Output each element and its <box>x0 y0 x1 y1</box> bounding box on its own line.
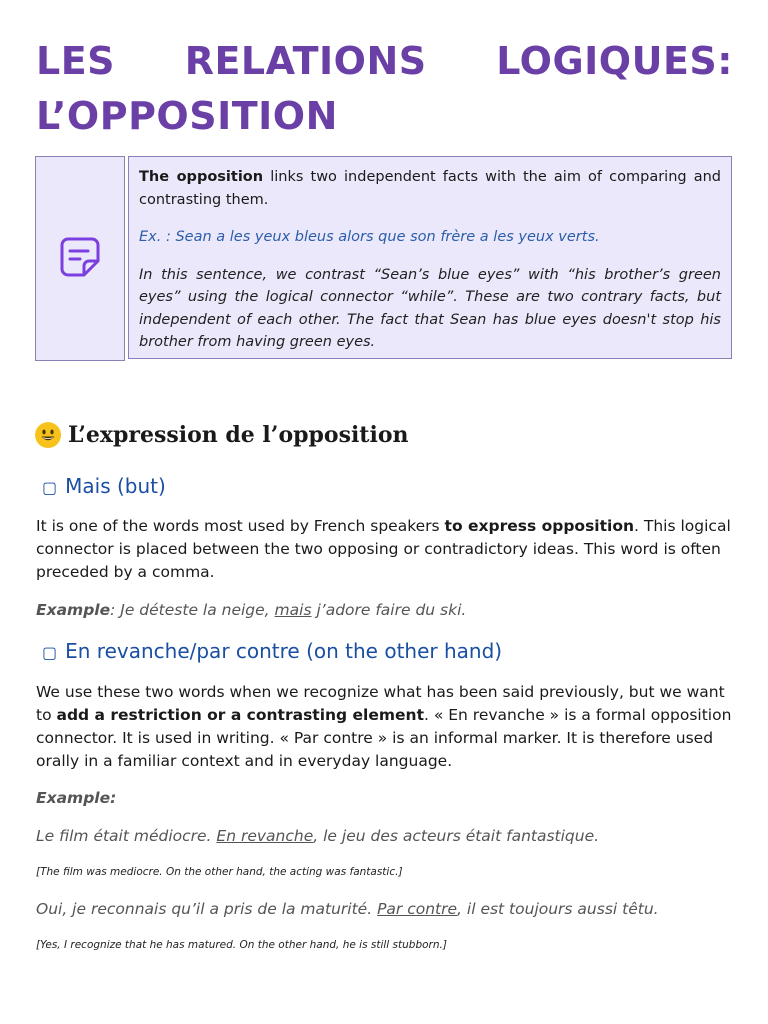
example-label: Example: <box>36 789 117 807</box>
example-underlined: En revanche <box>216 827 314 845</box>
mais-text-b: . This logical connector is placed between the two opposing or contradictory ideas. This word is often preceded by a comma. <box>36 517 731 581</box>
title-line-1 <box>36 34 733 89</box>
title-word: RELATIONS <box>184 39 427 83</box>
revanche-text-a: We use these two words when we recognize what has been said previously, but we want to <box>36 683 725 724</box>
section-heading-text: L’expression de l’opposition <box>68 422 409 448</box>
definition-term: The opposition <box>139 169 264 185</box>
page-title <box>36 34 733 144</box>
revanche-example-2-translation: [Yes, I recognize that he has matured. On the other hand, he is still stubborn.] <box>36 939 447 951</box>
mais-text-bold: to express opposition <box>444 517 635 535</box>
title-word: LES <box>36 39 116 83</box>
checkbox-icon: ▢ <box>42 478 58 497</box>
example-label: Example <box>36 601 111 619</box>
mais-heading-text: Mais (but) <box>65 474 166 498</box>
sticky-note-icon <box>58 235 102 283</box>
example-underlined: Par contre <box>377 900 458 918</box>
definition-callout <box>35 156 732 361</box>
example-text-b: , il est toujours aussi têtu. <box>457 900 659 918</box>
example-underlined: mais <box>274 601 312 619</box>
revanche-description <box>36 681 736 773</box>
revanche-text-bold: add a restriction or a contrasting element <box>56 706 424 724</box>
example-text-b: , le jeu des acteurs était fantastique. <box>313 827 600 845</box>
mais-text-a: It is one of the words most used by French speakers <box>36 517 445 535</box>
revanche-heading <box>42 639 502 663</box>
title-word: LOGIQUES: <box>496 39 733 83</box>
title-line-2: L’OPPOSITION <box>36 94 338 138</box>
section-heading <box>35 422 409 448</box>
callout-text <box>128 156 732 359</box>
grinning-face-icon <box>35 422 61 448</box>
mais-description <box>36 515 736 584</box>
revanche-heading-text: En revanche/par contre (on the other hand) <box>65 639 503 663</box>
revanche-example-1 <box>36 825 736 848</box>
definition-explanation: In this sentence, we contrast “Sean’s blue eyes” with “his brother’s green eyes” using the logical connector “while”. These are two contrary facts, but independent of each other. The fact that Sean has blue eyes doesn't stop his brother from having green eyes. <box>139 266 721 350</box>
revanche-example-1-translation: [The film was mediocre. On the other hand, the acting was fantastic.] <box>36 866 403 878</box>
definition-example: Ex. : Sean a les yeux bleus alors que son frère a les yeux verts. <box>139 229 600 245</box>
example-text-a: Le film était médiocre. <box>36 827 217 845</box>
revanche-example-label <box>36 787 736 810</box>
example-text-a: Oui, je reconnais qu’il a pris de la maturité. <box>36 900 378 918</box>
revanche-text-b: . « En revanche » is a formal opposition connector. It is used in writing. « Par contre » is an informal marker. It is therefore used orally in a familiar context and in everyday language. <box>36 706 732 770</box>
example-text-a: : Je déteste la neige, <box>110 601 275 619</box>
mais-heading <box>42 474 166 498</box>
definition-text <box>139 166 721 211</box>
example-text-b: j’adore faire du ski. <box>311 601 467 619</box>
checkbox-icon: ▢ <box>42 643 58 662</box>
revanche-example-2 <box>36 898 736 921</box>
mais-example <box>36 599 736 622</box>
callout-icon-cell <box>35 156 125 361</box>
definition-body: links two independent facts with the aim of comparing and contrasting them. <box>139 169 721 208</box>
